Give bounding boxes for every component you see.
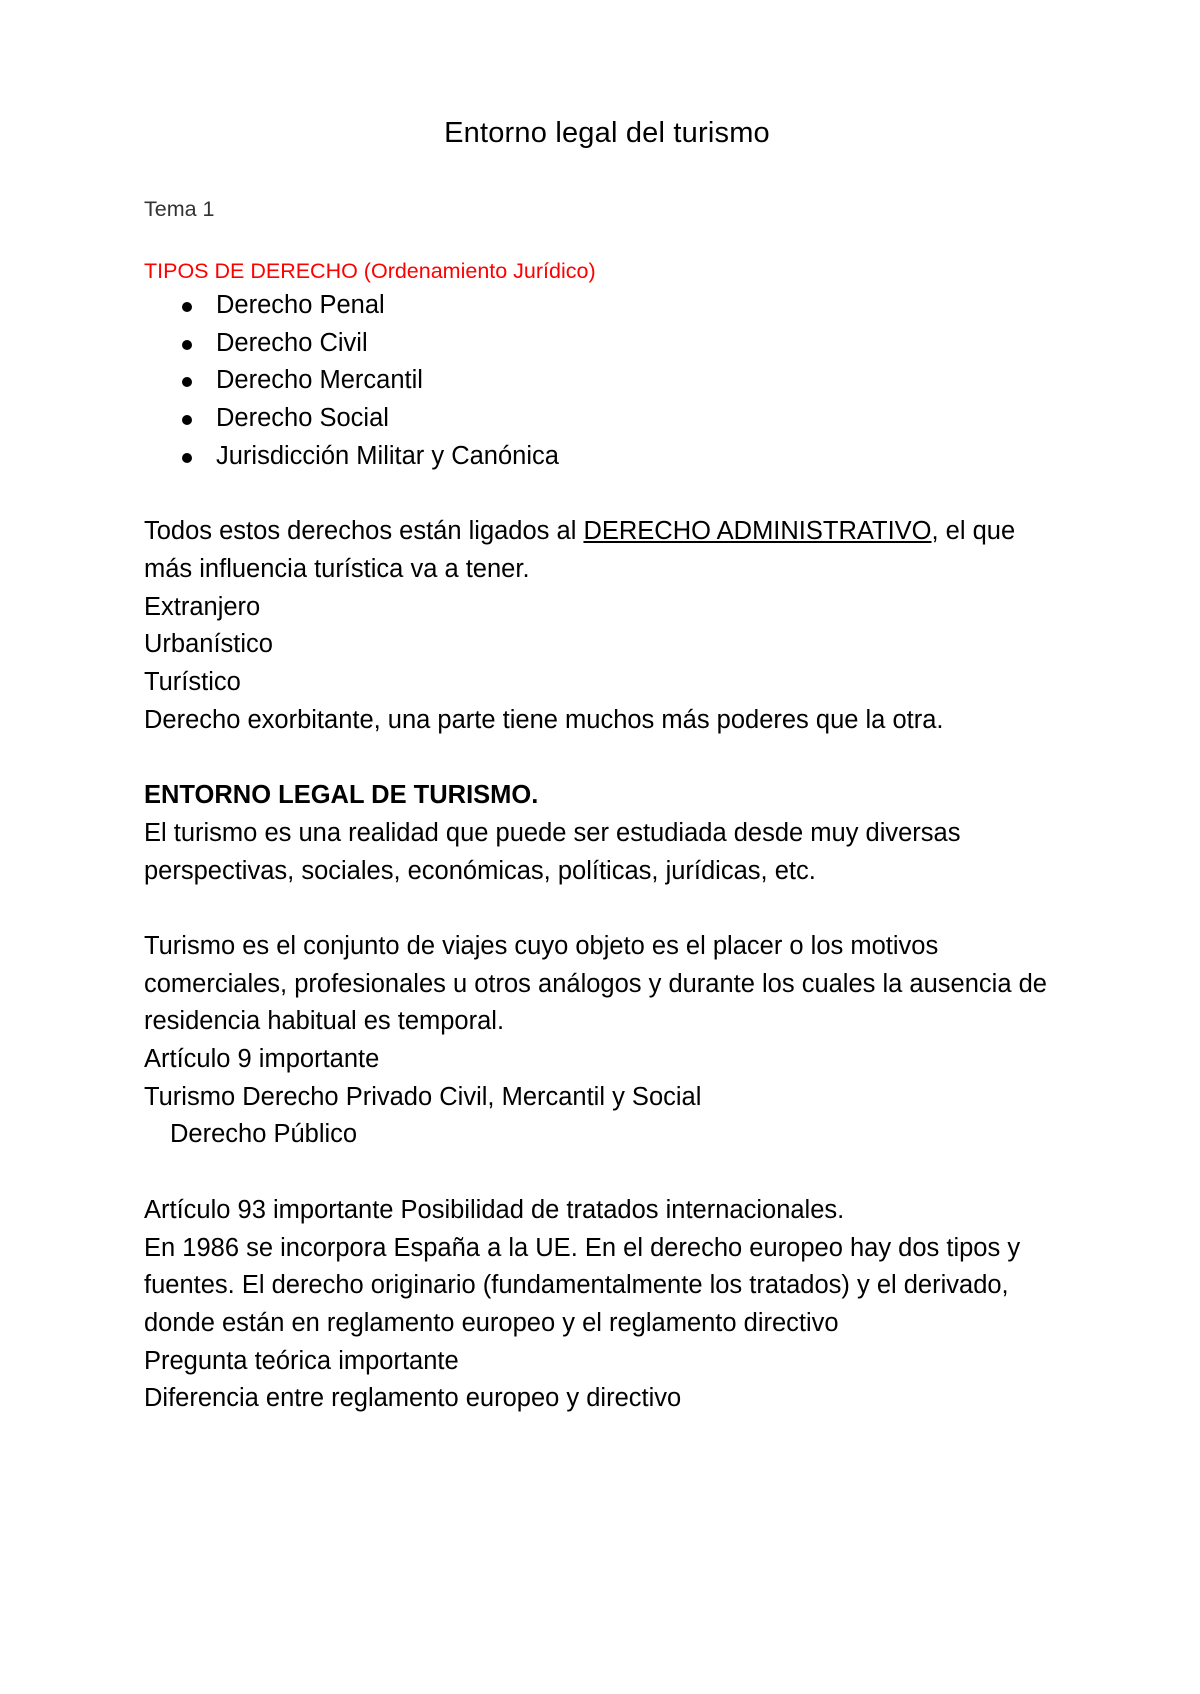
spacer xyxy=(144,739,1070,777)
text-run: , el que más influencia turística va a tener. xyxy=(144,517,1016,583)
tipos-heading: TIPOS DE DERECHO (Ordenamiento Jurídico) xyxy=(144,259,596,283)
pregunta-line: Pregunta teórica importante xyxy=(144,1346,459,1375)
list-item: Jurisdicción Militar y Canónica xyxy=(182,438,1070,476)
line-derecho-exorbitante: Derecho exorbitante, una parte tiene muchos más poderes que la otra. xyxy=(144,705,944,734)
text-run: Todos estos derechos están ligados al xyxy=(144,517,584,546)
articulo-9-line: Artículo 9 importante xyxy=(144,1045,380,1074)
derecho-publico-line: Derecho Público xyxy=(170,1120,358,1149)
articulo-93-line: Artículo 93 importante Posibilidad de tratados internacionales. xyxy=(144,1195,845,1224)
list-item: Derecho Civil xyxy=(182,325,1070,363)
spacer xyxy=(144,890,1070,928)
underlined-term: DERECHO ADMINISTRATIVO xyxy=(583,517,932,546)
entorno-heading: ENTORNO LEGAL DE TURISMO. xyxy=(144,781,539,810)
ue-paragraph: En 1986 se incorpora España a la UE. En el derecho europeo hay dos tipos y fuentes. El derecho originario (fundamentalmente los tratados) y el derivado, donde están en reglamento europeo y el reglamento directivo xyxy=(144,1233,1021,1337)
tipos-list xyxy=(144,287,1070,476)
line-turistico: Turístico xyxy=(144,668,241,697)
diferencia-line: Diferencia entre reglamento europeo y directivo xyxy=(144,1384,682,1413)
spacer xyxy=(144,476,1070,514)
entorno-paragraph: El turismo es una realidad que puede ser estudiada desde muy diversas perspectivas, sociales, económicas, políticas, jurídicas, etc. xyxy=(144,818,961,885)
tema-label: Tema 1 xyxy=(144,197,215,221)
line-urbanistico: Urbanístico xyxy=(144,630,273,659)
list-item: Derecho Mercantil xyxy=(182,362,1070,400)
line-extranjero: Extranjero xyxy=(144,592,261,621)
list-item: Derecho Penal xyxy=(182,287,1070,325)
list-item: Derecho Social xyxy=(182,400,1070,438)
paragraph-derecho-administrativo xyxy=(144,513,1070,588)
document-title: Entorno legal del turismo xyxy=(444,117,770,149)
turismo-definition: Turismo es el conjunto de viajes cuyo objeto es el placer o los motivos comerciales, profesionales u otros análogos y durante los cuales la ausencia de residencia habitual es temporal. xyxy=(144,931,1047,1036)
turismo-privado-line: Turismo Derecho Privado Civil, Mercantil y Social xyxy=(144,1082,702,1111)
spacer xyxy=(144,1154,1070,1192)
